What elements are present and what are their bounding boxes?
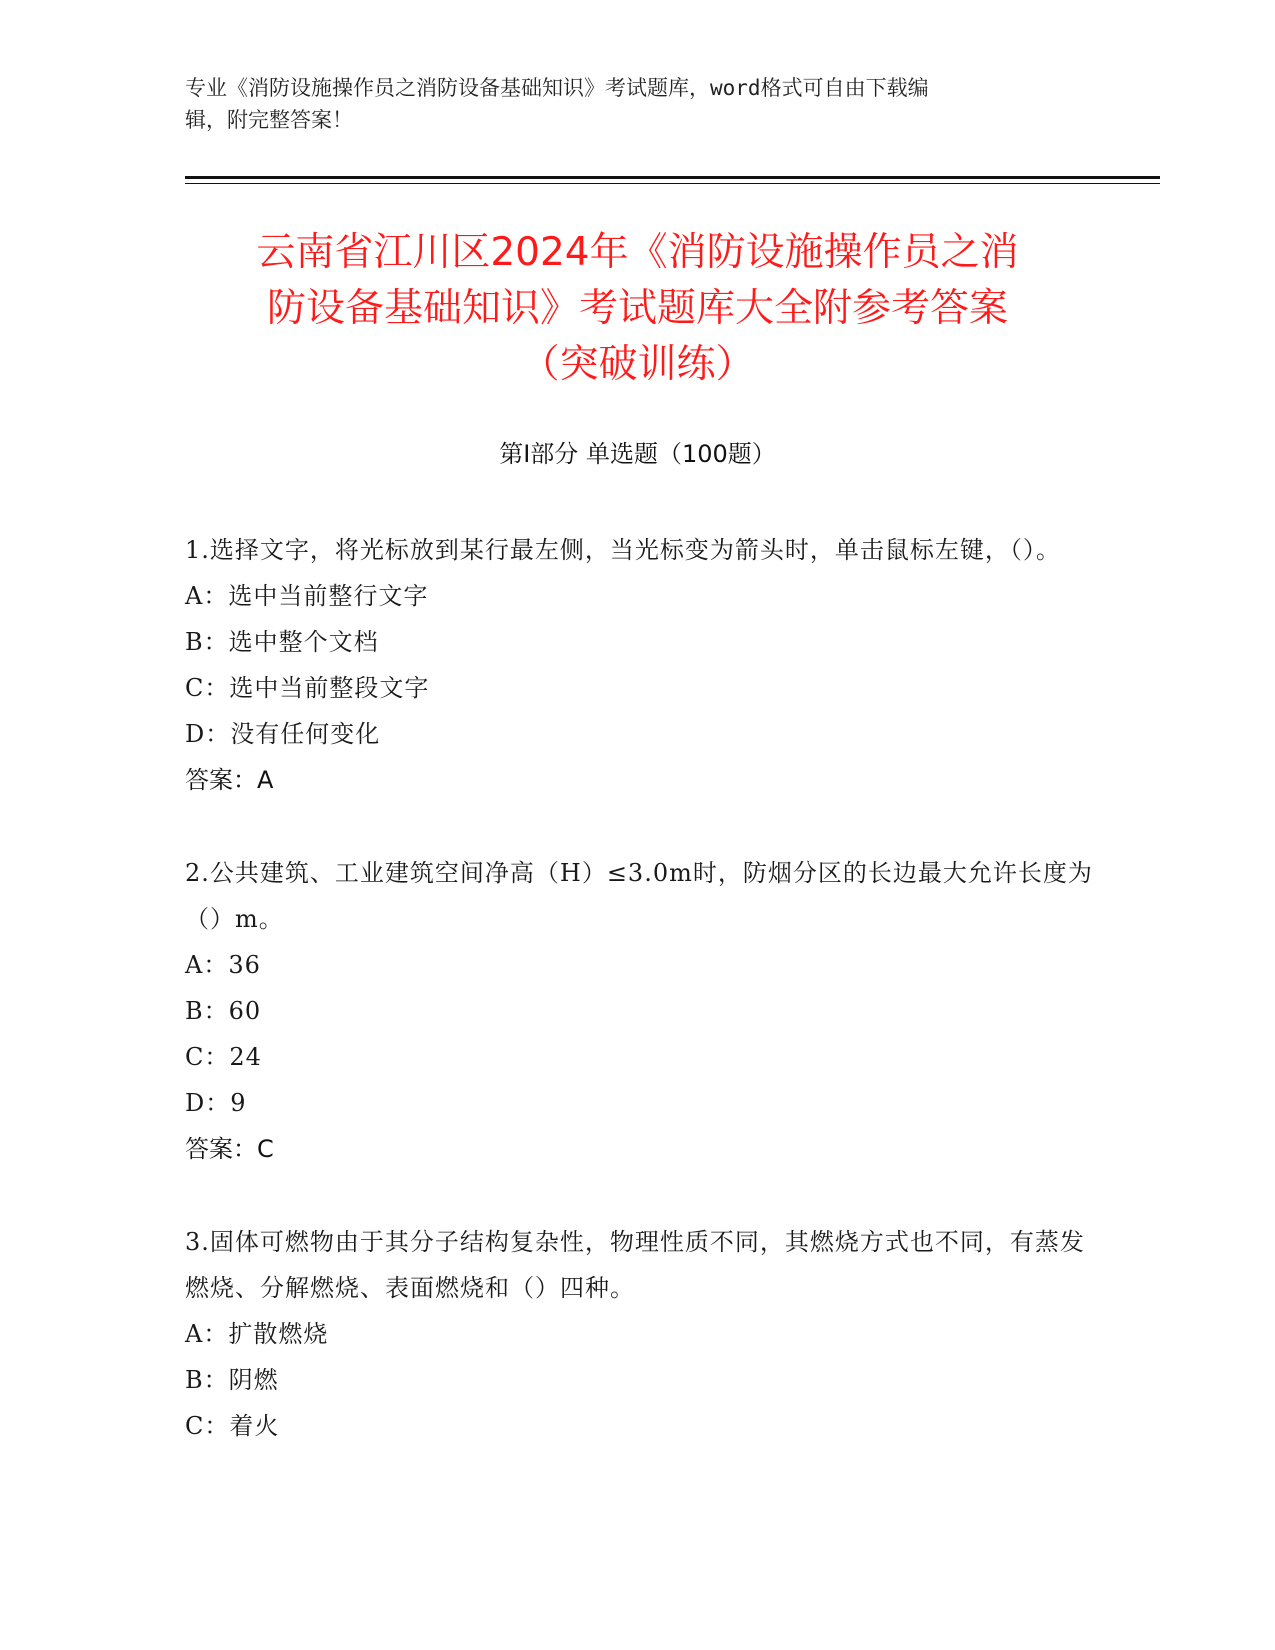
header-divider-thick: [185, 176, 1160, 179]
header-divider-thin: [185, 183, 1160, 184]
document-title-line-3: （突破训练）: [520, 342, 755, 387]
document-title-line-2: 防设备基础知识》考试题库大全附参考答案: [266, 286, 1008, 331]
option-b: B：选中整个文档: [185, 628, 379, 656]
option-a: A：36: [185, 951, 261, 979]
option-a: A：选中当前整行文字: [185, 582, 429, 610]
document-title-line-1: 云南省江川区2024年《消防设施操作员之消: [256, 230, 1019, 275]
header-note-line-2: 辑，附完整答案！: [185, 108, 353, 132]
section-heading: 第Ⅰ部分 单选题（100题）: [499, 440, 776, 468]
answer: 答案：A: [185, 766, 274, 794]
option-d: D：没有任何变化: [185, 720, 381, 748]
document-title: [150, 225, 1125, 393]
option-b: B：阴燃: [185, 1366, 279, 1394]
question-1: [185, 527, 1095, 803]
question-list: [185, 527, 1095, 1496]
question-stem: 3.固体可燃物由于其分子结构复杂性，物理性质不同，其燃烧方式也不同，有蒸发燃烧、分解燃烧、表面燃烧和（）四种。: [185, 1228, 1085, 1302]
answer: 答案：C: [185, 1135, 274, 1163]
option-b: B：60: [185, 997, 262, 1025]
option-d: D：9: [185, 1089, 247, 1117]
question-stem: 2.公共建筑、工业建筑空间净高（H）≤3.0m时，防烟分区的长边最大允许长度为（）m。: [185, 859, 1093, 933]
question-2: [185, 850, 1095, 1172]
question-3: [185, 1219, 1095, 1449]
option-c: C：选中当前整段文字: [185, 674, 430, 702]
header-note: [185, 72, 1075, 136]
option-a: A：扩散燃烧: [185, 1320, 329, 1348]
header-note-line-1: 专业《消防设施操作员之消防设备基础知识》考试题库，word格式可自由下载编: [185, 76, 929, 100]
option-c: C：24: [185, 1043, 262, 1071]
option-c: C：着火: [185, 1412, 280, 1440]
question-stem: 1.选择文字，将光标放到某行最左侧，当光标变为箭头时，单击鼠标左键，（）。: [185, 536, 1061, 564]
